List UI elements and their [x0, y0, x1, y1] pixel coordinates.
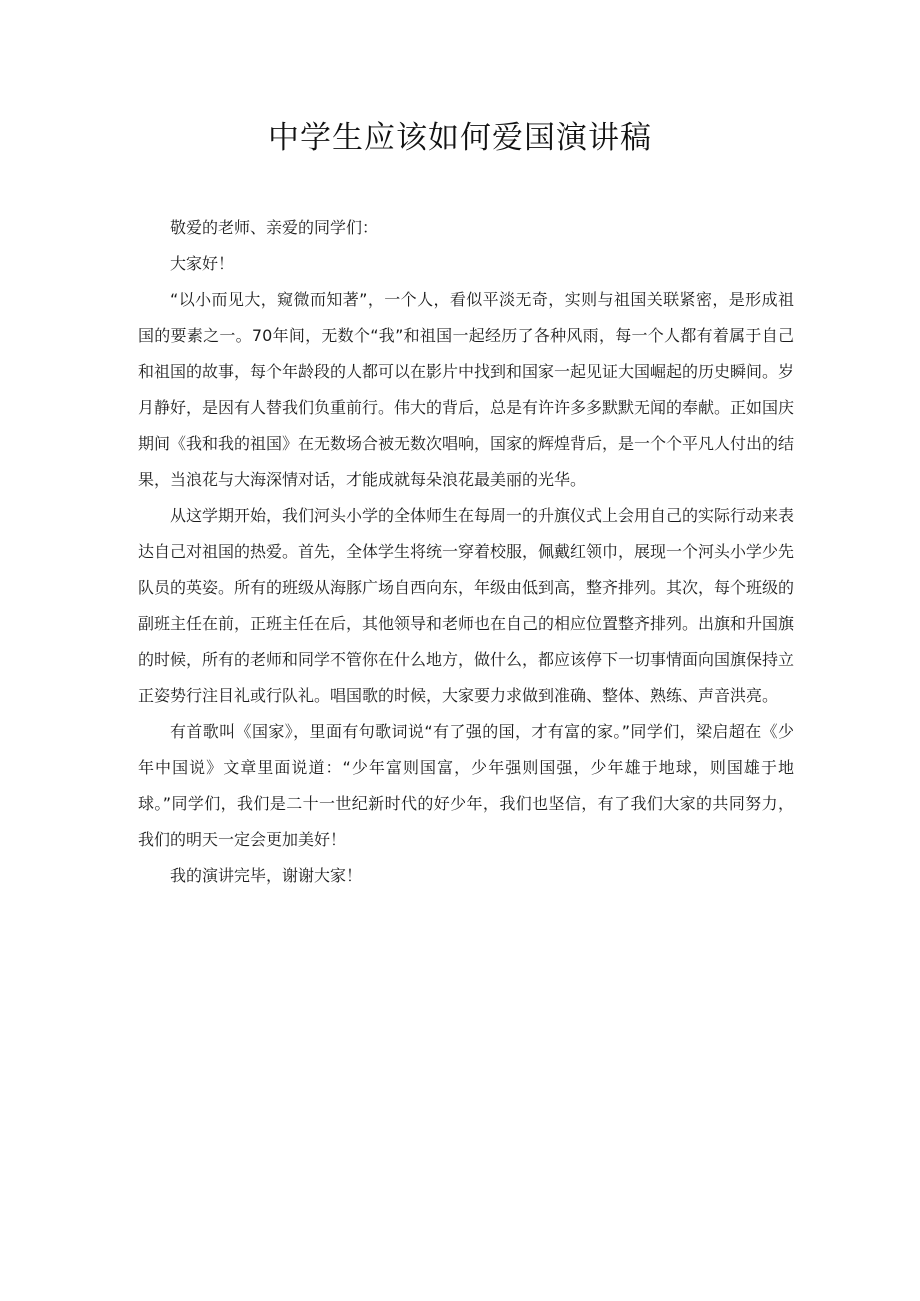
- document-body: [138, 210, 794, 894]
- paragraph: 有首歌叫《国家》，里面有句歌词说“有了强的国，才有富的家。”同学们，梁启超在《少年中国说》文章里面说道：“少年富则国富，少年强则国强，少年雄于地球，则国雄于地球。”同学们，我们是二十一世纪新时代的好少年，我们也坚信，有了我们大家的共同努力，我们的明天一定会更加美好！: [138, 722, 794, 849]
- closing-line: 我的演讲完毕，谢谢大家！: [170, 866, 363, 885]
- hello-line: 大家好！: [170, 254, 235, 273]
- paragraph: “以小而见大，窥微而知著”，一个人，看似平淡无奇，实则与祖国关联紧密，是形成祖国的要素之一。70年间，无数个“我”和祖国一起经历了各种风雨，每一个人都有着属于自己和祖国的故事，每个年龄段的人都可以在影片中找到和国家一起见证大国崛起的历史瞬间。岁月静好，是因有人替我们负重前行。伟大的背后，总是有许许多多默默无闻的奉献。正如国庆期间《我和我的祖国》在无数场合被无数次唱响，国家的辉煌背后，是一个个平凡人付出的结果，当浪花与大海深情对话，才能成就每朵浪花最美丽的光华。: [138, 290, 795, 489]
- document-title: 中学生应该如何爱国演讲稿: [268, 120, 652, 156]
- greeting-line: 敬爱的老师、亲爱的同学们：: [170, 218, 379, 237]
- paragraph: 从这学期开始，我们河头小学的全体师生在每周一的升旗仪式上会用自己的实际行动来表达自己对祖国的热爱。首先，全体学生将统一穿着校服，佩戴红领巾，展现一个河头小学少先队员的英姿。所有的班级从海豚广场自西向东，年级由低到高，整齐排列。其次，每个班级的副班主任在前，正班主任在后，其他领导和老师也在自己的相应位置整齐排列。出旗和升国旗的时候，所有的老师和同学不管你在什么地方，做什么，都应该停下一切事情面向国旗保持立正姿势行注目礼或行队礼。唱国歌的时候，大家要力求做到准确、整体、熟练、声音洪亮。: [138, 506, 795, 705]
